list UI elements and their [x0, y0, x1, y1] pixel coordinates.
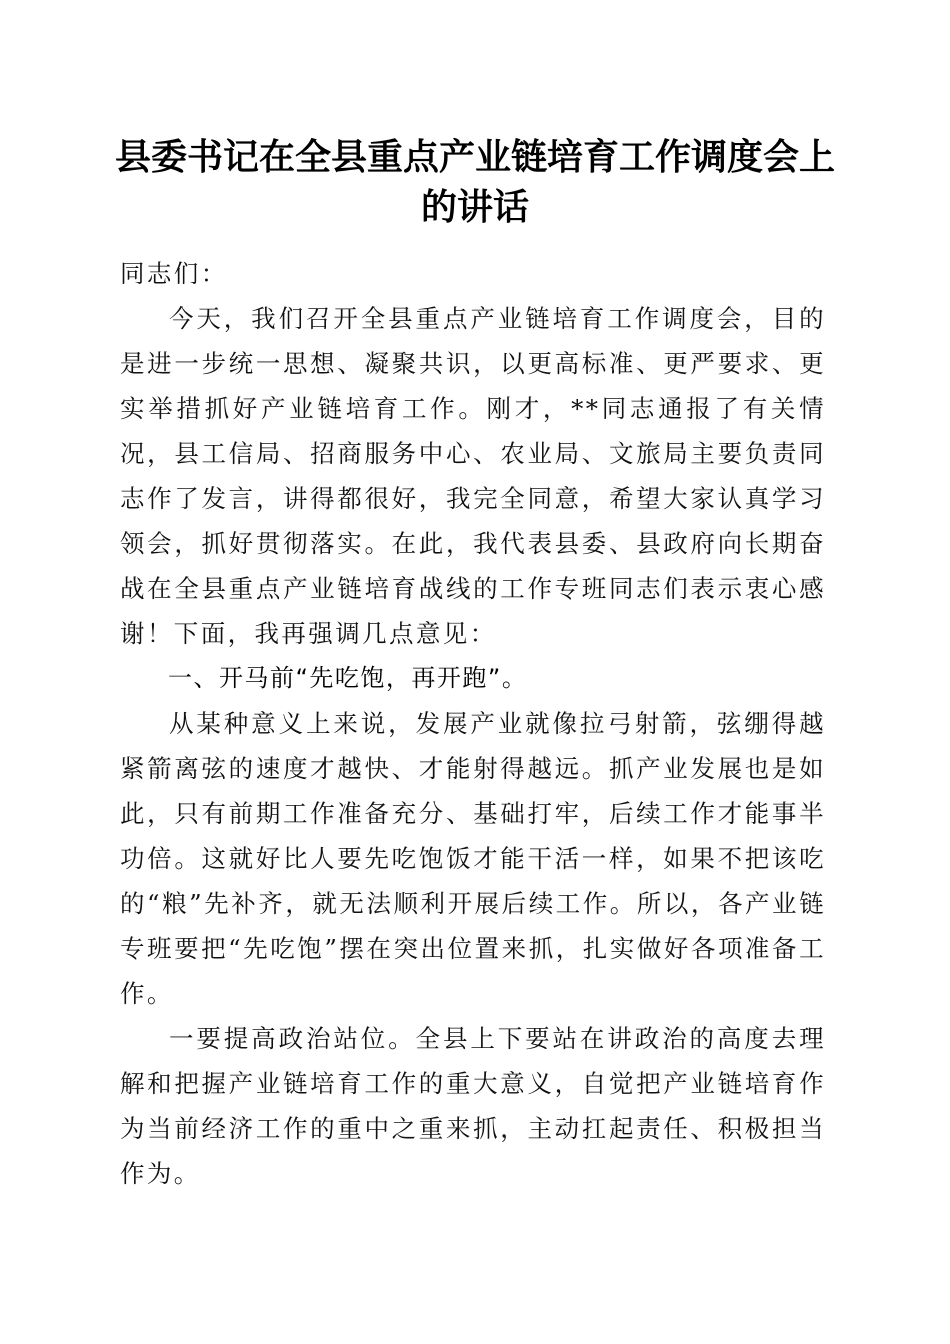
- title-line-2: 的讲话: [420, 186, 529, 228]
- title-line-1: 县委书记在全县重点产业链培育工作调度会上: [114, 136, 835, 178]
- document-body: [120, 251, 826, 1196]
- salutation: 同志们：: [120, 259, 228, 288]
- document-title: [100, 132, 850, 232]
- section-heading-1: 一、开马前“先吃饱，再开跑”。: [168, 664, 528, 692]
- paragraph-preparation: 从某种意义上来说，发展产业就像拉弓射箭，弦绷得越紧箭离弦的速度才越快、才能射得越远。抓产业发展也是如此，只有前期工作准备充分、基础打牢，后续工作才能事半功倍。这就好比人要先吃饱饭才能干活一样，如果不把该吃的“粮”先补齐，就无法顺利开展后续工作。所以，各产业链专班要把“先吃饱”摆在突出位置来抓，扎实做好各项准备工作。: [120, 709, 826, 1008]
- paragraph-opening: 今天，我们召开全县重点产业链培育工作调度会，目的是进一步统一思想、凝聚共识，以更高标准、更严要求、更实举措抓好产业链培育工作。刚才，**同志通报了有关情况，县工信局、招商服务中心、农业局、文旅局主要负责同志作了发言，讲得都很好，我完全同意，希望大家认真学习领会，抓好贯彻落实。在此，我代表县委、县政府向长期奋战在全县重点产业链培育战线的工作专班同志们表示衷心感谢！下面，我再强调几点意见：: [120, 304, 826, 648]
- paragraph-political-stance: 一要提高政治站位。全县上下要站在讲政治的高度去理解和把握产业链培育工作的重大意义，自觉把产业链培育作为当前经济工作的重中之重来抓，主动扛起责任、积极担当作为。: [120, 1024, 826, 1188]
